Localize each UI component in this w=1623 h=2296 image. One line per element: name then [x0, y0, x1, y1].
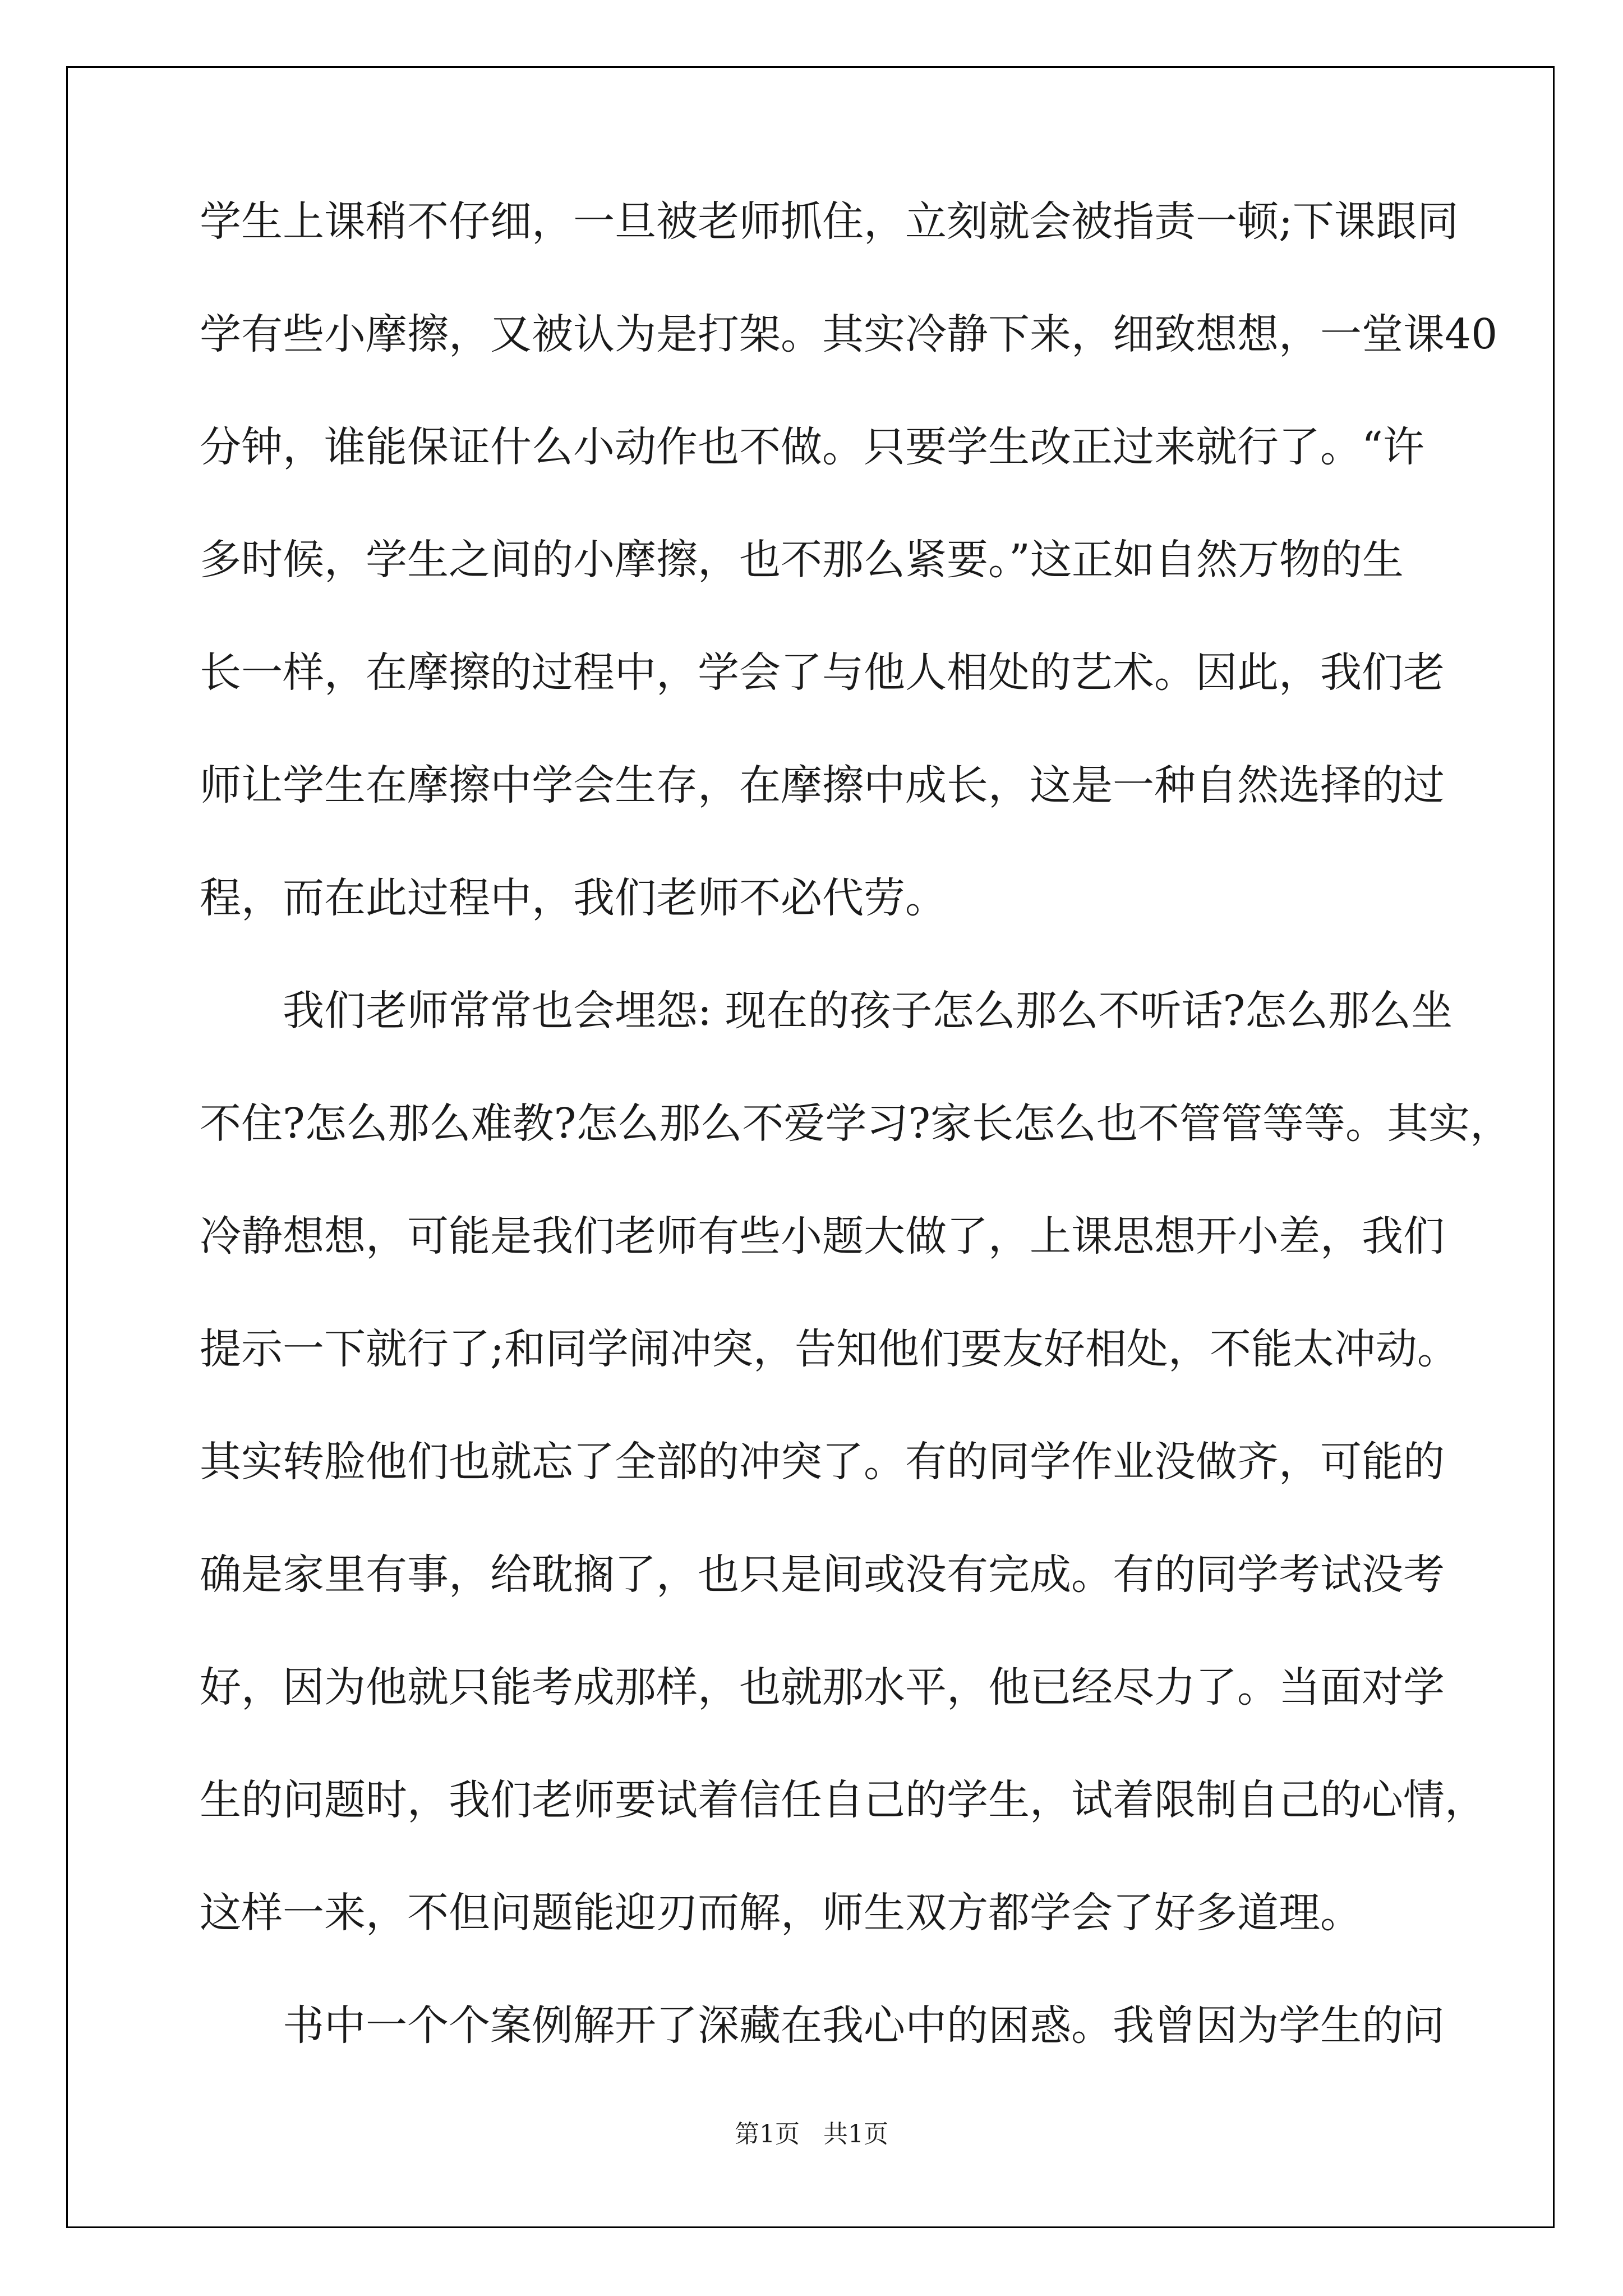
text-line: 确是家里有事，给耽搁了，也只是间或没有完成。有的同学考试没考 — [200, 1550, 1445, 1599]
text-line: 好，因为他就只能考成那样，也就那水平，他已经尽力了。当面对学 — [200, 1663, 1445, 1711]
text-line: 其实转脸他们也就忘了全部的冲突了。有的同学作业没做齐，可能的 — [200, 1438, 1445, 1486]
text-line: 分钟，谁能保证什么小动作也不做。只要学生改正过来就行了。“许 — [200, 423, 1424, 471]
text-line: 学生上课稍不仔细，一旦被老师抓住，立刻就会被指责一顿;下课跟同 — [200, 197, 1459, 246]
text-line: 不住?怎么那么难教?怎么那么不爱学习?家长怎么也不管管等等。其实， — [200, 1099, 1512, 1148]
text-line: 程，而在此过程中，我们老师不必代劳。 — [200, 874, 947, 922]
text-line: 提示一下就行了;和同学闹冲突，告知他们要友好相处，不能太冲动。 — [200, 1325, 1459, 1373]
text-line: 书中一个个案例解开了深藏在我心中的困惑。我曾因为学生的问 — [283, 2001, 1445, 2050]
text-line: 师让学生在摩擦中学会生存，在摩擦中成长，这是一种自然选择的过 — [200, 761, 1445, 809]
text-line: 多时候，学生之间的小摩擦，也不那么紧要。”这正如自然万物的生 — [200, 536, 1404, 584]
text-line: 冷静想想，可能是我们老师有些小题大做了，上课思想开小差，我们 — [200, 1212, 1445, 1260]
text-line: 我们老师常常也会埋怨: 现在的孩子怎么那么不听话?怎么那么坐 — [283, 987, 1453, 1035]
text-line: 这样一来，不但问题能迎刃而解，师生双方都学会了好多道理。 — [200, 1889, 1362, 1937]
page-footer: 第1页 共1页 — [735, 2120, 888, 2148]
text-line: 学有些小摩擦，又被认为是打架。其实冷静下来，细致想想，一堂课40 — [200, 310, 1498, 358]
document-body — [200, 197, 1512, 2118]
text-line: 长一样，在摩擦的过程中，学会了与他人相处的艺术。因此，我们老 — [200, 648, 1445, 697]
text-line: 生的问题时，我们老师要试着信任自己的学生，试着限制自己的心情， — [200, 1776, 1486, 1824]
